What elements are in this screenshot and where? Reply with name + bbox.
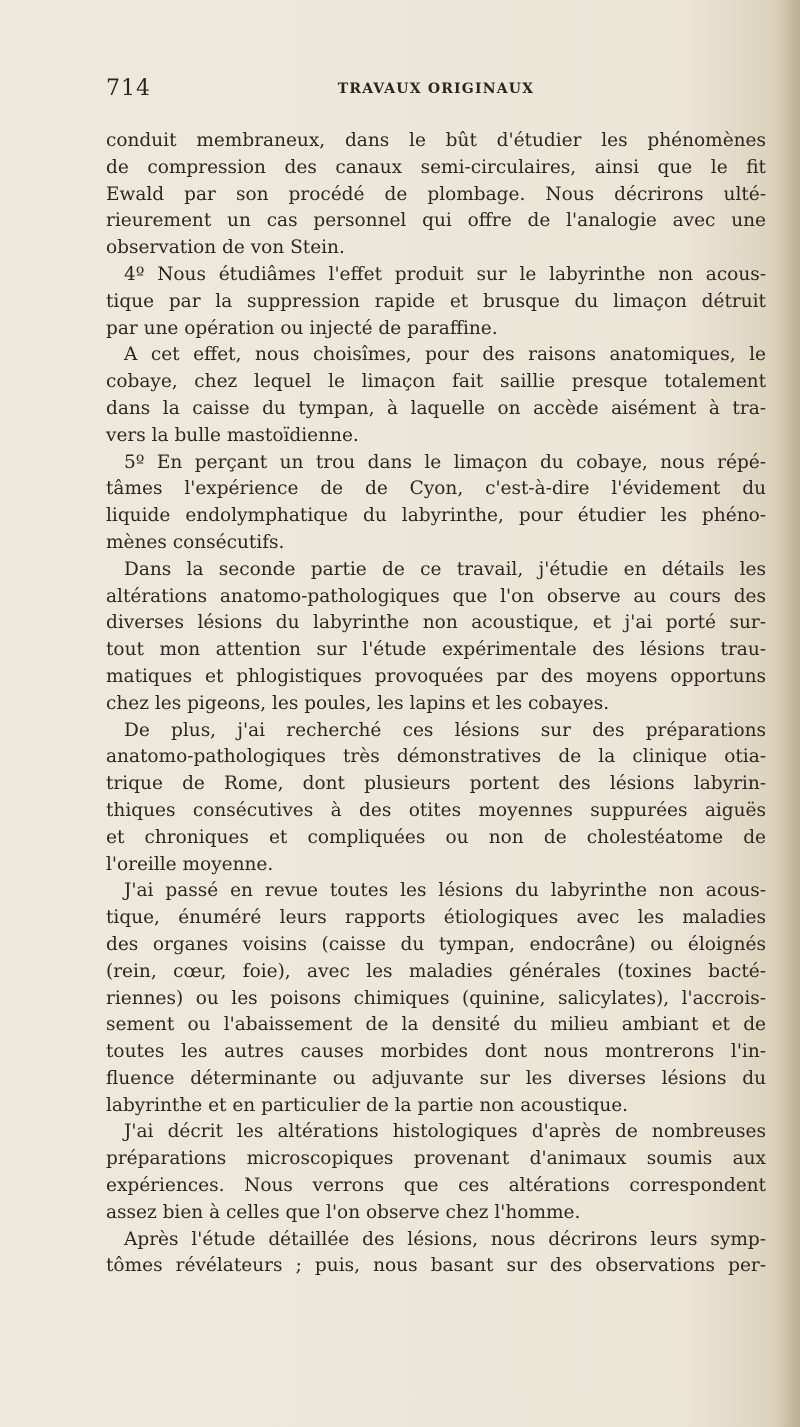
text-line: anatomo-pathologiques très démonstratives de la clinique otia-	[106, 746, 766, 768]
text-line: Dans la seconde partie de ce travail, j'étudie en détails les	[124, 558, 766, 580]
text-line: matiques et phlogistiques provoquées par des moyens opportuns	[106, 665, 766, 687]
page-header	[106, 76, 766, 106]
page-edge-shadow	[778, 0, 800, 1427]
text-line: 5º En perçant un trou dans le limaçon du cobaye, nous répé-	[124, 451, 766, 473]
text-line: diverses lésions du labyrinthe non acoustique, et j'ai porté sur-	[106, 612, 766, 634]
text-line: expériences. Nous verrons que ces altérations correspondent	[106, 1175, 766, 1197]
text-line: et chroniques et compliquées ou non de cholestéatome de	[106, 826, 766, 848]
text-line: A cet effet, nous choisîmes, pour des raisons anatomiques, le	[124, 344, 766, 366]
text-line: 4º Nous étudiâmes l'effet produit sur le labyrinthe non acous-	[124, 263, 766, 285]
text-line: De plus, j'ai recherché ces lésions sur des préparations	[124, 719, 766, 741]
text-line: chez les pigeons, les poules, les lapins et les cobayes.	[106, 692, 610, 714]
text-line: riennes) ou les poisons chimiques (quinine, salicylates), l'accrois-	[106, 987, 766, 1009]
text-line: Après l'étude détaillée des lésions, nous décrirons leurs symp-	[124, 1228, 766, 1250]
text-line: altérations anatomo-pathologiques que l'on observe au cours des	[106, 585, 766, 607]
text-line: dans la caisse du tympan, à laquelle on accède aisément à tra-	[106, 397, 766, 419]
text-line: Ewald par son procédé de plombage. Nous décrirons ulté-	[106, 183, 766, 205]
text-line: par une opération ou injecté de paraffine.	[106, 317, 498, 339]
text-line: trique de Rome, dont plusieurs portent des lésions labyrin-	[106, 773, 766, 795]
text-line: (rein, cœur, foie), avec les maladies générales (toxines bacté-	[106, 960, 766, 982]
text-line: l'oreille moyenne.	[106, 853, 274, 875]
text-line: tique par la suppression rapide et brusque du limaçon détruit	[106, 290, 766, 312]
text-line: J'ai passé en revue toutes les lésions du labyrinthe non acous-	[124, 880, 766, 902]
text-line: tique, énuméré leurs rapports étiologiques avec les maladies	[106, 907, 766, 929]
text-line: thiques consécutives à des otites moyennes suppurées aiguës	[106, 799, 766, 821]
text-line: conduit membraneux, dans le bût d'étudier les phénomènes	[106, 130, 766, 151]
text-line: tômes révélateurs ; puis, nous basant sur des observations per-	[106, 1255, 766, 1277]
text-line: préparations microscopiques provenant d'animaux soumis aux	[106, 1148, 766, 1170]
text-line: cobaye, chez lequel le limaçon fait saillie presque totalement	[106, 371, 766, 393]
text-line: labyrinthe et en particulier de la partie non acoustique.	[106, 1094, 629, 1116]
text-line: fluence déterminante ou adjuvante sur les diverses lésions du	[106, 1067, 766, 1089]
page-number: 714	[106, 76, 151, 101]
running-head: TRAVAUX ORIGINAUX	[337, 81, 535, 97]
text-line: mènes consécutifs.	[106, 531, 285, 553]
text-line: rieurement un cas personnel qui offre de l'analogie avec une	[106, 210, 766, 232]
text-line: J'ai décrit les altérations histologiques d'après de nombreuses	[124, 1121, 766, 1143]
text-line: assez bien à celles que l'on observe chez l'homme.	[106, 1201, 581, 1223]
text-line: vers la bulle mastoïdienne.	[106, 424, 359, 446]
text-line: sement ou l'abaissement de la densité du milieu ambiant et de	[106, 1014, 766, 1036]
text-line: de compression des canaux semi-circulaires, ainsi que le fit	[106, 156, 766, 178]
text-line: liquide endolymphatique du labyrinthe, pour étudier les phéno-	[106, 505, 766, 527]
text-line: tâmes l'expérience de de Cyon, c'est-à-dire l'évidement du	[106, 478, 766, 500]
text-line: toutes les autres causes morbides dont nous montrerons l'in-	[106, 1041, 766, 1063]
text-line: observation de von Stein.	[106, 237, 345, 259]
text-line: tout mon attention sur l'étude expérimentale des lésions trau-	[106, 639, 766, 661]
body-text	[106, 128, 766, 1280]
text-line: des organes voisins (caisse du tympan, endocrâne) ou éloignés	[106, 933, 766, 955]
